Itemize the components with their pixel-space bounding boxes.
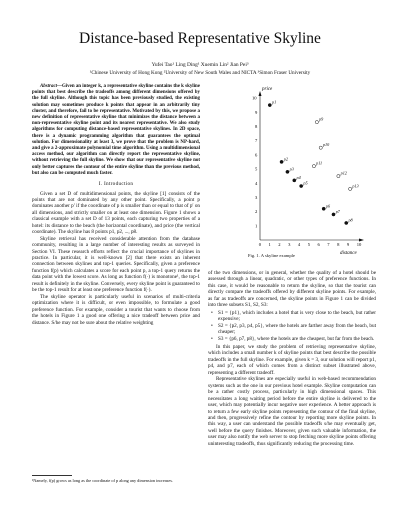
data-point xyxy=(332,213,335,216)
list-item: • S2 = {p2, p3, p4, p5}, where the hotels are farther away from the beach, but cheaper; xyxy=(218,323,376,336)
point-label: p1 xyxy=(272,99,277,105)
x-tick-label: 10 xyxy=(356,242,362,247)
left-column xyxy=(32,84,200,326)
section-heading: I. Introduction xyxy=(98,181,134,188)
right-paragraph-3: Representative skylines are especially useful in web-based recommendation systems such as the one in our previous hotel example. Skyline computation can be a rather costly process, particularly in high dimensional spaces. This necessitates a long waiting period before the entire skyline is delivered to the user, which may potentially incur negative user experience. A better approach is to return a few early skyline points representing the contour of the final skyline, and then, progressively refine the contour by reporting more skyline points. In this way, a user can understand the possible tradeoffs s/he may eventually get, well before the query finishes. Moreover, given such valuable information, the user may also notify the web server to stop fetching more skyline points offering uninteresting tradeoffs, thus significantly reducing the processing time. xyxy=(208,376,376,447)
abstract xyxy=(32,84,200,177)
y-tick-label: 1 xyxy=(255,223,258,229)
x-tick-label: 2 xyxy=(278,242,281,247)
point-label: p12 xyxy=(340,170,347,176)
y-tick-label: 9 xyxy=(255,109,258,115)
figure-caption: Fig. 1. A skyline example xyxy=(248,253,295,258)
point-label: p6 xyxy=(325,203,331,209)
abstract-body: —Given an integer k, a representative skyline contains the k skyline points that best describe the tradeoffs among different dimensions offered by the full skyline. Although this topic has been previously studied, the existing solution may sometimes produce k points that appear in an arbitrarily tiny cluster, and therefore, fail to be representative. Motivated by this, we propose a new definition of representative skyline that minimizes the distance between a non-representative skyline point and its nearest representative. We also study algorithms for computing distance-based representative skylines. In 2D space, there is a dynamic programming algorithm that guarantees the optimal solution. For dimensionality at least 3, we prove that the problem is NP-hard, and give a 2-approximate polynomial time algorithm. Using a multidimensional access method, our algorithm can directly report the representative skyline, without retrieving the full skyline. We show that our representative skyline not only better captures the contour of the entire skyline than the previous method, but also can be computed much faster. xyxy=(32,84,200,176)
x-tick-label: 0 xyxy=(258,242,261,247)
y-tick-label: 6 xyxy=(255,152,258,158)
data-points xyxy=(268,100,358,225)
point-label: p7 xyxy=(335,208,340,214)
x-tick-label: 1 xyxy=(268,242,271,247)
data-point xyxy=(312,165,315,168)
data-point xyxy=(349,187,352,190)
data-point xyxy=(319,146,322,149)
data-point xyxy=(337,175,340,178)
author-list: Yufei Tao¹ Ling Ding¹ Xuemin Lin² Jian Pei³ xyxy=(151,62,249,68)
point-label: p2 xyxy=(283,156,288,162)
data-point xyxy=(315,121,318,124)
x-axis-label: distance xyxy=(340,251,357,256)
intro-paragraph-2: Skyline retrieval has received considerable attention from the database community, resulting in a large number of interesting results as surveyed in Section VI. These research efforts reflect the crucial importance of skylines in practice. In particular, it is well-known [2] that there exists an inherent connection between skylines and top-1 queries. Specifically, given a preference function f(p) which calculates a score for each point p, a top-1 query returns the data point with the lowest score. As long as function f(·) is monotone¹, the top-1 result is definitely in the skyline. Conversely, every skyline point is guaranteed to be the top-1 result for at least one preference function f(·). xyxy=(32,235,200,294)
x-tick-label: 7 xyxy=(327,242,330,247)
abstract-label: Abstract xyxy=(40,84,58,89)
right-paragraph-2: In this paper, we study the problem of retrieving representative skyline, which includes a small number k of skyline points that best describe the possible tradeoffs in the full skyline. For example, given k = 3, our solution will report p1, p4, and p7, each of which comes from a distinct subset illustrated above, representing a different tradeoff. xyxy=(208,343,376,376)
data-point xyxy=(280,160,283,163)
data-point xyxy=(293,179,296,182)
point-label: p5 xyxy=(303,180,308,186)
point-label: p10 xyxy=(322,142,330,148)
point-label: p8 xyxy=(348,217,353,223)
data-point xyxy=(286,170,289,173)
footnote-rule xyxy=(32,475,72,476)
y-tick-label: 3 xyxy=(255,195,258,200)
paper-title: Distance-based Representative Skyline xyxy=(79,30,321,47)
intro-paragraph-1: Given a set D of multidimensional points, the skyline [1] consists of the points that are not dominated by any other point. Specifically, a point p dominates another p′ if the coordinate of p is smaller than or equal to that of p′ on all dimensions, and strictly smaller on at least one dimension. Figure 1 shows a classical example with a set D of 13 points, each capturing two properties of a hotel: its distance to the beach (the horizontal coordinate), and price (the vertical coordinate). The skyline has 8 points p1, p2, ..., p8. xyxy=(32,190,200,236)
point-label: p13 xyxy=(352,183,359,189)
y-tick-label: 2 xyxy=(255,209,258,215)
point-label: p9 xyxy=(319,116,324,122)
tradeoff-list xyxy=(208,310,376,342)
y-tick-label: 8 xyxy=(255,124,258,129)
x-tick-label: 6 xyxy=(317,242,320,247)
y-tick-label: 7 xyxy=(255,138,258,144)
point-label: p4 xyxy=(296,174,301,180)
footnote: ¹Namely, f(p) grows as long as the coordinate of p along any dimension increases. xyxy=(32,478,173,483)
y-tick-label: 4 xyxy=(255,180,258,186)
point-label: p11 xyxy=(316,160,323,166)
affiliations: ¹Chinese University of Hong Kong ²University of New South Wales and NICTA ³Simon Fraser University xyxy=(89,70,311,76)
right-column xyxy=(208,270,376,447)
data-point xyxy=(268,104,271,107)
list-item: • S1 = {p1}, which includes a hotel that is very close to the beach, but rather expensive; xyxy=(218,310,376,323)
data-point xyxy=(300,184,303,187)
y-tick-label: 5 xyxy=(255,166,258,172)
list-item: • S3 = {p6, p7, p8}, where the hotels are the cheapest, but far from the beach. xyxy=(218,336,376,342)
x-tick-label: 5 xyxy=(307,242,310,247)
right-paragraph-1: of the two dimensions, or in general, whether the quality of a hotel should be assessed through a linear, quadratic, or other types of preference functions. In this case, it would be reasonable to return the skyline, so that the tourist can directly compare the tradeoffs offered by different skyline points. For example, as far as tradeoffs are concerned, the skyline points in Figure 1 can be divided into three subsets S1, S2, S3: xyxy=(208,270,376,309)
y-axis-label: price xyxy=(262,87,273,92)
data-point xyxy=(345,221,348,224)
x-tick-label: 8 xyxy=(337,242,340,247)
x-tick-label: 4 xyxy=(297,242,301,247)
x-tick-label: 3 xyxy=(288,242,291,247)
intro-paragraph-3: The skyline operator is particularly useful in scenarios of multi-criteria optimization where it is difficult, or even impossible, to formulate a good preference function. For example, consider a tourist that wants to choose from the hotels in Figure 1 a good one offering a nice tradeoff between price and distance. S/he may not be sure about the relative weighting xyxy=(32,293,200,326)
x-tick-label: 9 xyxy=(346,242,350,247)
point-label: p3 xyxy=(289,166,294,172)
data-point xyxy=(322,207,325,210)
y-tick-label: 10 xyxy=(252,95,257,101)
